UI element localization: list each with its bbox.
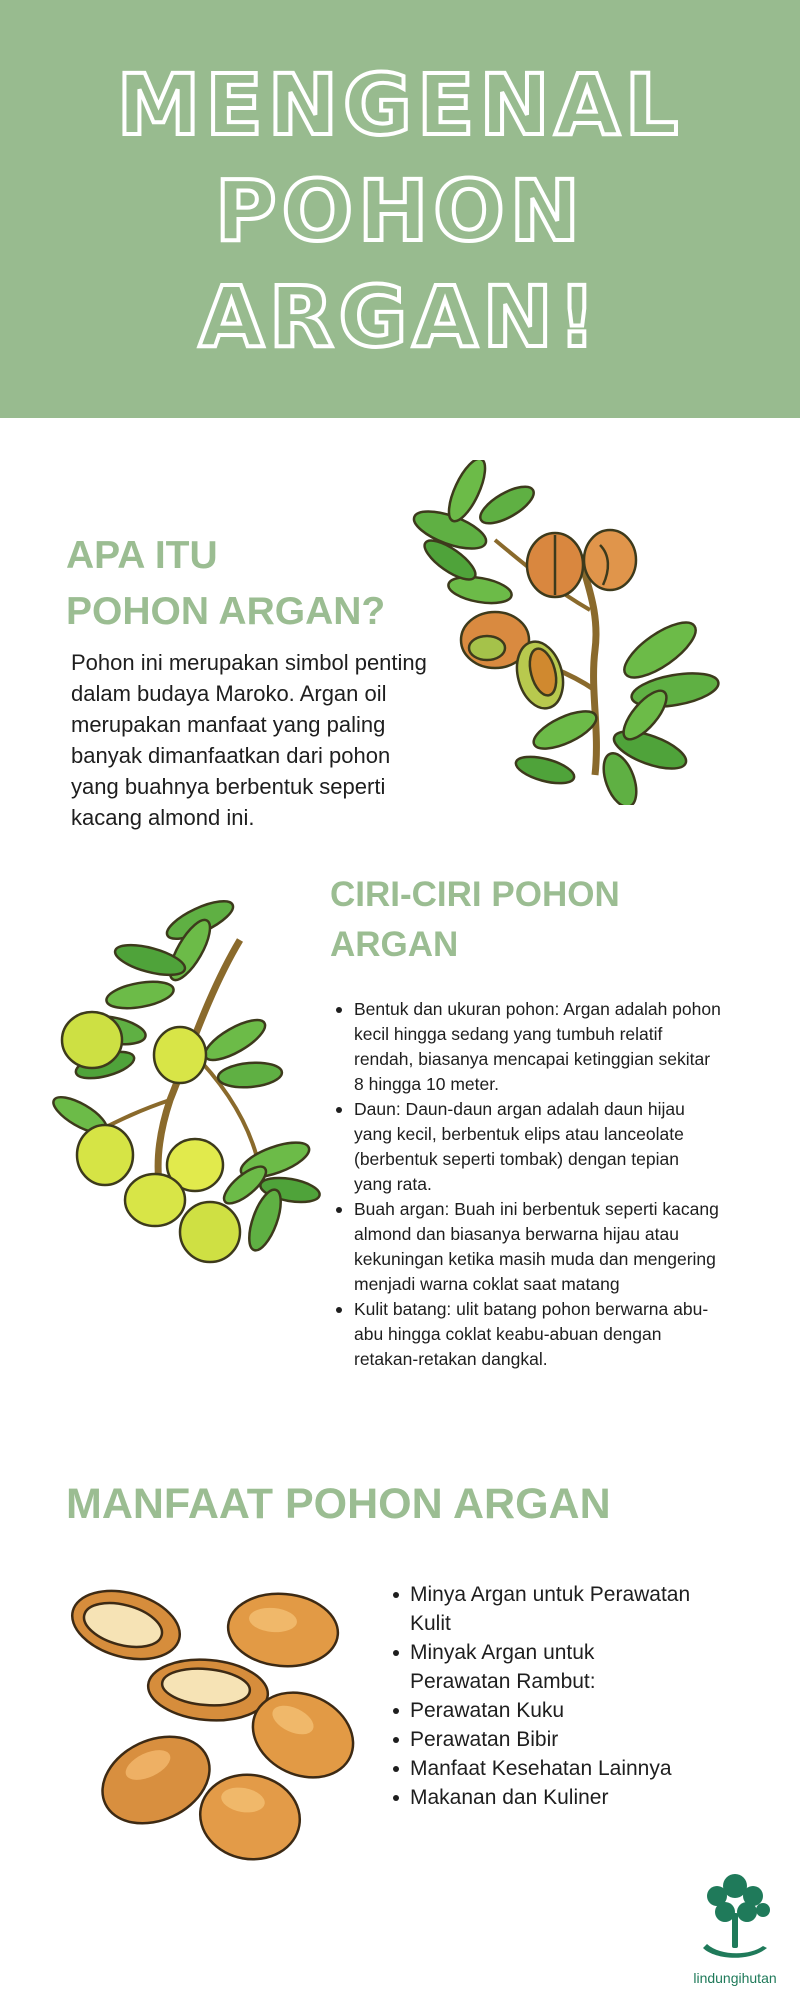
body-line: dalam budaya Maroko. Argan oil <box>71 681 387 706</box>
section-characteristics-title <box>330 870 620 970</box>
list-item <box>388 1783 738 1812</box>
brand-logo-text: lindungihutan <box>693 1970 777 1986</box>
list-item-line: yang rata. <box>354 1174 432 1194</box>
list-item <box>332 997 772 1097</box>
list-item-line: Manfaat Kesehatan Lainnya <box>410 1757 672 1780</box>
list-item-line: Perawatan Kuku <box>410 1699 565 1722</box>
page-title <box>0 52 800 370</box>
list-item-line: Kulit <box>410 1612 451 1635</box>
list-item-line: yang kecil, berbentuk elips atau lanceolate <box>354 1124 684 1144</box>
tree-in-hand-icon <box>695 1868 775 1968</box>
benefits-list <box>388 1580 738 1812</box>
section-what-is-title <box>66 528 385 640</box>
body-line: Pohon ini merupakan simbol penting <box>71 650 427 675</box>
header-banner <box>0 0 800 418</box>
body-line: yang buahnya berbentuk seperti <box>71 774 386 799</box>
list-item <box>388 1696 738 1725</box>
body-line: banyak dimanfaatkan dari pohon <box>71 743 391 768</box>
characteristics-list <box>332 997 772 1372</box>
section-characteristics-title-line-1: CIRI-CIRI POHON <box>330 875 620 914</box>
list-item <box>388 1754 738 1783</box>
section-what-is-title-line-2: POHON ARGAN? <box>66 590 386 633</box>
list-item-line: (berbentuk seperti tombak) dengan tepian <box>354 1149 679 1169</box>
list-item-line: 8 hingga 10 meter. <box>354 1074 499 1094</box>
list-item-line: rendah, biasanya mencapai ketinggian sekitar <box>354 1049 711 1069</box>
argan-nuts-illustration <box>68 1585 368 1865</box>
list-item-line: Minya Argan untuk Perawatan <box>410 1583 691 1606</box>
argan-branch-ripe-fruit-illustration <box>395 460 735 805</box>
list-item-line: Buah argan: Buah ini berbentuk seperti kacang <box>354 1199 719 1219</box>
list-item-line: retakan-retakan dangkal. <box>354 1349 548 1369</box>
list-item-line: Minyak Argan untuk <box>410 1641 595 1664</box>
list-item <box>388 1638 738 1696</box>
list-item <box>388 1580 738 1638</box>
list-item-line: Bentuk dan ukuran pohon: Argan adalah pohon <box>354 999 721 1019</box>
section-what-is-title-line-1: APA ITU <box>66 534 218 577</box>
section-benefits-title: MANFAAT POHON ARGAN <box>66 1480 611 1528</box>
list-item-line: kecil hingga sedang yang tumbuh relatif <box>354 1024 663 1044</box>
list-item-line: Perawatan Rambut: <box>410 1670 596 1693</box>
list-item-line: Daun: Daun-daun argan adalah daun hijau <box>354 1099 685 1119</box>
list-item <box>388 1725 738 1754</box>
list-item-line: kekuningan ketika masih muda dan mengering <box>354 1249 716 1269</box>
list-item-line: Kulit batang: ulit batang pohon berwarna abu- <box>354 1299 709 1319</box>
page-title-line-3: ARGAN! <box>198 268 602 366</box>
body-line: kacang almond ini. <box>71 805 255 830</box>
list-item-line: abu hingga coklat keabu-abuan dengan <box>354 1324 662 1344</box>
section-characteristics-title-line-2: ARGAN <box>330 925 459 964</box>
page-title-line-2: POHON <box>215 162 585 260</box>
argan-branch-green-fruit-illustration <box>50 880 325 1290</box>
body-line: merupakan manfaat yang paling <box>71 712 386 737</box>
list-item-line: Makanan dan Kuliner <box>410 1786 609 1809</box>
page-title-line-1: MENGENAL <box>116 56 684 154</box>
list-item-line: Perawatan Bibir <box>410 1728 559 1751</box>
list-item-line: menjadi warna coklat saat matang <box>354 1274 620 1294</box>
list-item <box>332 1197 772 1297</box>
list-item <box>332 1297 772 1372</box>
list-item <box>332 1097 772 1197</box>
list-item-line: almond dan biasanya berwarna hijau atau <box>354 1224 679 1244</box>
